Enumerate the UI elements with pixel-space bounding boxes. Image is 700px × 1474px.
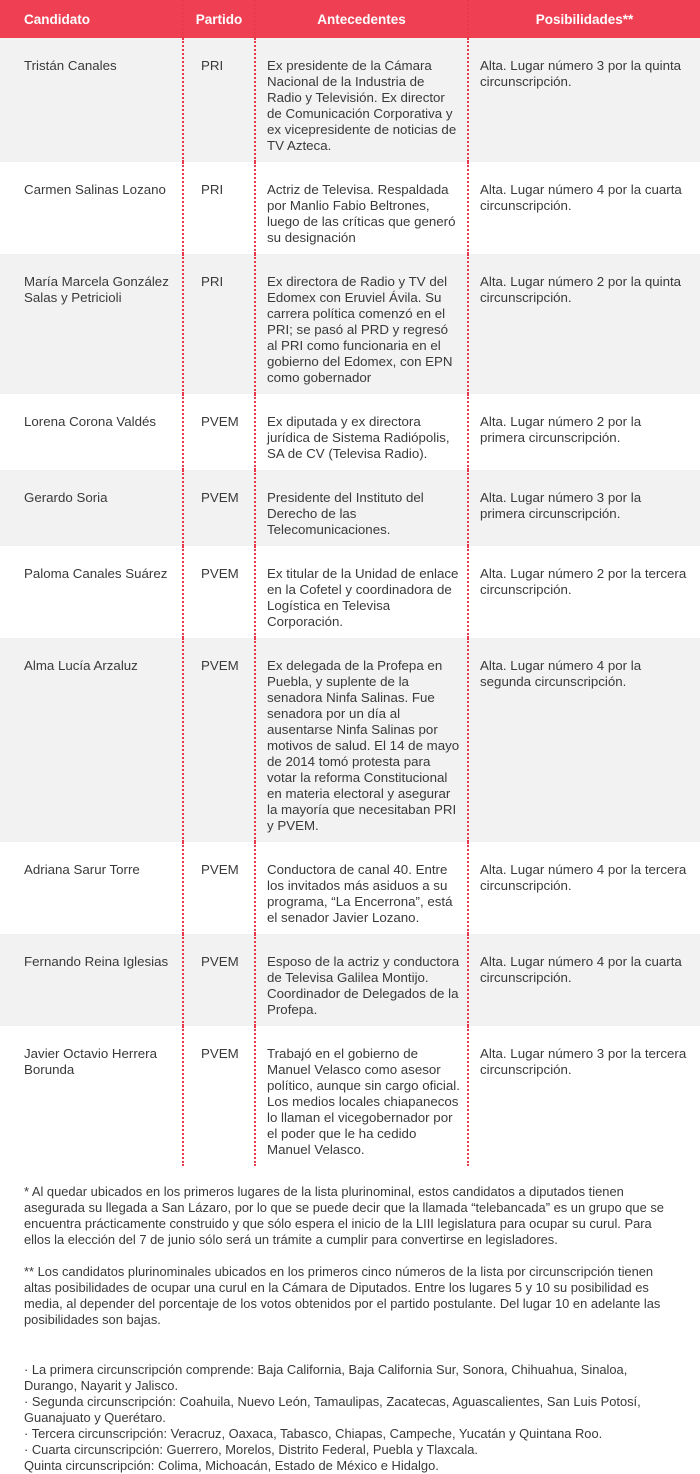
table-row xyxy=(0,162,700,254)
circunscripcion-item: · Segunda circunscripción: Coahuila, Nuevo León, Tamaulipas, Zacatecas, Aguascalientes, San Luis Potosí, Guanajuato y Querétaro. xyxy=(24,1394,641,1425)
cell-antecedentes: Ex directora de Radio y TV del Edomex con Eruviel Ávila. Su carrera política comenzó en el PRI; se pasó al PRD y regresó al PRI como funcionaria en el gobierno del Edomex, con EPN como gobernador xyxy=(255,254,468,394)
cell-antecedentes: Conductora de canal 40. Entre los invitados más asiduos a su programa, “La Encerrona”, está el senador Javier Lozano. xyxy=(255,842,468,934)
cell-partido: PVEM xyxy=(183,1026,255,1166)
footnote-asterisk: * Al quedar ubicados en los primeros lugares de la lista plurinominal, estos candidatos a diputados tienen asegurada su llegada a San Lázaro, por lo que se puede decir que la llamada “telebancada” es un grupo que se encuentra prácticamente construido y que sólo espera el inicio de la LIII legislatura para ocupar su curul. Para ellos la elección del 7 de junio sólo será un trámite a cumplir para convertirse en legisladores. xyxy=(24,1184,664,1247)
cell-posibilidades: Alta. Lugar número 2 por la quinta circunscripción. xyxy=(468,254,700,394)
cell-posibilidades: Alta. Lugar número 3 por la primera circunscripción. xyxy=(468,470,700,546)
footnote-double-asterisk: ** Los candidatos plurinominales ubicados en los primeros cinco números de la lista por circunscripción tienen altas posibilidades de ocupar una curul en la Cámara de Diputados. Entre los lugares 5 y 10 su posibilidad es media, al depender del porcentaje de los votos obtenidos por el partido postulante. Del lugar 10 en adelante las posibilidades son bajas. xyxy=(24,1264,661,1327)
circunscripcion-item: · La primera circunscripción comprende: Baja California, Baja California Sur, Sonora, Chihuahua, Sinaloa, Durango, Nayarit y Jalisco. xyxy=(24,1362,628,1393)
table-row xyxy=(0,842,700,934)
cell-posibilidades: Alta. Lugar número 4 por la cuarta circunscripción. xyxy=(468,162,700,254)
cell-partido: PVEM xyxy=(183,934,255,1026)
cell-partido: PRI xyxy=(183,254,255,394)
header-candidato: Candidato xyxy=(0,0,183,38)
cell-candidato: Alma Lucía Arzaluz xyxy=(0,638,183,842)
cell-posibilidades: Alta. Lugar número 2 por la primera circunscripción. xyxy=(468,394,700,470)
cell-partido: PVEM xyxy=(183,638,255,842)
header-posibilidades: Posibilidades** xyxy=(468,0,700,38)
cell-posibilidades: Alta. Lugar número 4 por la segunda circunscripción. xyxy=(468,638,700,842)
cell-antecedentes: Presidente del Instituto del Derecho de las Telecomunicaciones. xyxy=(255,470,468,546)
header-partido: Partido xyxy=(183,0,255,38)
table-body xyxy=(0,38,700,1166)
cell-partido: PVEM xyxy=(183,546,255,638)
cell-antecedentes: Ex diputada y ex directora jurídica de Sistema Radiópolis, SA de CV (Televisa Radio). xyxy=(255,394,468,470)
cell-antecedentes: Ex titular de la Unidad de enlace en la Cofetel y coordinadora de Logística en Televisa Corporación. xyxy=(255,546,468,638)
table-row xyxy=(0,470,700,546)
cell-partido: PVEM xyxy=(183,394,255,470)
cell-candidato: Adriana Sarur Torre xyxy=(0,842,183,934)
table-row xyxy=(0,934,700,1026)
cell-partido: PVEM xyxy=(183,842,255,934)
footnotes xyxy=(0,1166,700,1362)
cell-candidato: Javier Octavio Herrera Borunda xyxy=(0,1026,183,1166)
cell-antecedentes: Esposo de la actriz y conductora de Televisa Galilea Montijo. Coordinador de Delegados de la Profepa. xyxy=(255,934,468,1026)
table-row xyxy=(0,546,700,638)
table-row xyxy=(0,38,700,162)
cell-candidato: María Marcela González Salas y Petricioli xyxy=(0,254,183,394)
cell-candidato: Paloma Canales Suárez xyxy=(0,546,183,638)
cell-partido: PRI xyxy=(183,162,255,254)
cell-antecedentes: Ex delegada de la Profepa en Puebla, y suplente de la senadora Ninfa Salinas. Fue senadora por un día al ausentarse Ninfa Salinas por motivos de salud. El 14 de mayo de 2014 tomó protesta para votar la reforma Constitucional en materia electoral y asegurar la mayoría que necesitaban PRI y PVEM. xyxy=(255,638,468,842)
table-row xyxy=(0,1026,700,1166)
cell-posibilidades: Alta. Lugar número 4 por la cuarta circunscripción. xyxy=(468,934,700,1026)
cell-candidato: Lorena Corona Valdés xyxy=(0,394,183,470)
cell-candidato: Tristán Canales xyxy=(0,38,183,162)
cell-posibilidades: Alta. Lugar número 3 por la tercera circunscripción. xyxy=(468,1026,700,1166)
table-row xyxy=(0,254,700,394)
circunscripcion-item: · Tercera circunscripción: Veracruz, Oaxaca, Tabasco, Chiapas, Campeche, Yucatán y Quintana Roo. xyxy=(24,1426,603,1441)
cell-posibilidades: Alta. Lugar número 4 por la tercera circunscripción. xyxy=(468,842,700,934)
circunscripcion-item: Quinta circunscripción: Colima, Michoacán, Estado de México e Hidalgo. xyxy=(24,1458,439,1473)
table-header xyxy=(0,0,700,38)
header-antecedentes: Antecedentes xyxy=(255,0,468,38)
circunscripcion-item: · Cuarta circunscripción: Guerrero, Morelos, Distrito Federal, Puebla y Tlaxcala. xyxy=(24,1442,478,1457)
cell-partido: PVEM xyxy=(183,470,255,546)
cell-candidato: Carmen Salinas Lozano xyxy=(0,162,183,254)
cell-partido: PRI xyxy=(183,38,255,162)
cell-candidato: Gerardo Soria xyxy=(0,470,183,546)
cell-antecedentes: Actriz de Televisa. Respaldada por Manlio Fabio Beltrones, luego de las críticas que generó su designación xyxy=(255,162,468,254)
cell-candidato: Fernando Reina Iglesias xyxy=(0,934,183,1026)
cell-posibilidades: Alta. Lugar número 3 por la quinta circunscripción. xyxy=(468,38,700,162)
cell-antecedentes: Trabajó en el gobierno de Manuel Velasco como asesor político, aunque sin cargo oficial. Los medios locales chiapanecos lo llaman el vicegobernador por el poder que le ha cedido Manuel Velasco. xyxy=(255,1026,468,1166)
cell-antecedentes: Ex presidente de la Cámara Nacional de la Industria de Radio y Televisión. Ex director de Comunicación Corporativa y ex vicepresidente de noticias de TV Azteca. xyxy=(255,38,468,162)
cell-posibilidades: Alta. Lugar número 2 por la tercera circunscripción. xyxy=(468,546,700,638)
table-row xyxy=(0,394,700,470)
table-row xyxy=(0,638,700,842)
circunscripciones-list xyxy=(0,1362,700,1474)
